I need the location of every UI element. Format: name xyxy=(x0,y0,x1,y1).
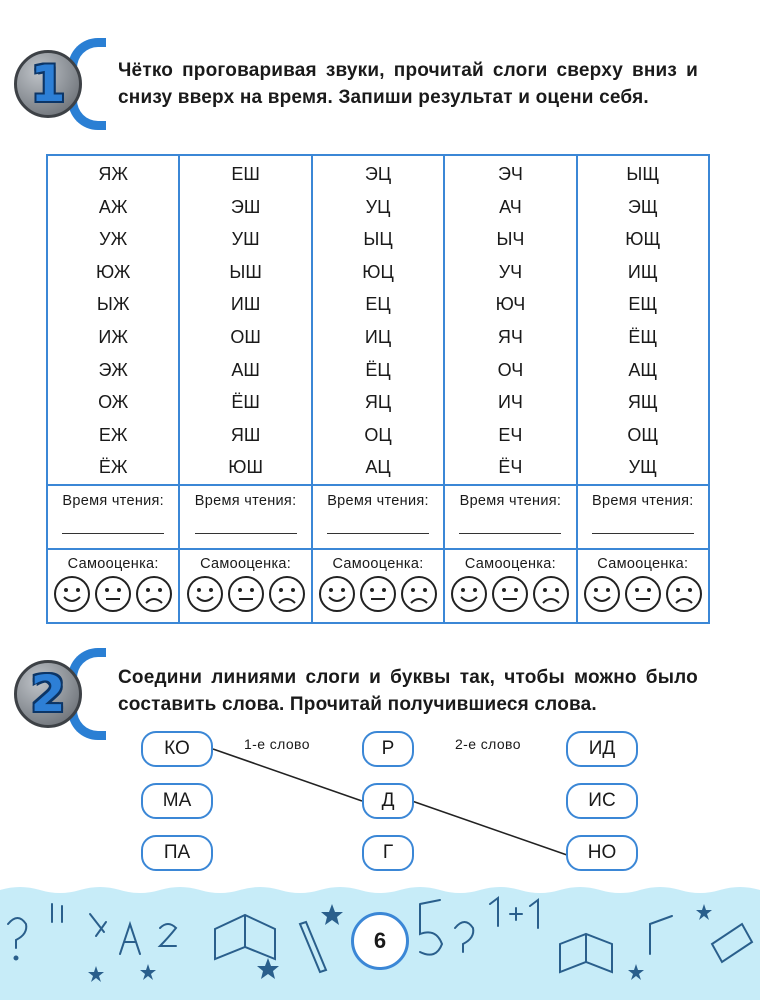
syllable: ЯЧ xyxy=(497,326,523,347)
syllable: ЭЖ xyxy=(98,359,128,380)
task-1-number: 1 xyxy=(30,55,66,113)
line-d-no xyxy=(412,801,567,855)
syllable: УЩ xyxy=(628,457,657,478)
syllable: ОЧ xyxy=(497,359,524,380)
syllable: ЮЧ xyxy=(495,294,526,315)
syllable: УЖ xyxy=(99,229,128,250)
syllable: ЕШ xyxy=(231,164,260,184)
syllable: ЁЩ xyxy=(628,326,658,347)
self-assessment-label: Самооценка: xyxy=(332,556,424,572)
syllable-card[interactable]: КО xyxy=(141,731,213,767)
syllable: ЭЦ xyxy=(364,164,392,184)
reading-time-label: Время чтения: xyxy=(327,493,429,509)
syllable: ЫЩ xyxy=(626,164,660,184)
self-assessment-label: Самооценка: xyxy=(200,556,292,572)
syllable: ЯЩ xyxy=(627,392,658,413)
letter-card[interactable]: Г xyxy=(362,835,414,871)
syllable: ЮЦ xyxy=(362,261,394,282)
syllable: ЭЧ xyxy=(497,164,523,184)
task-2-instructions: Соедини линиями слоги и буквы так, чтобы можно было составить слова. Прочитай получившиеся слова. xyxy=(118,667,698,715)
syllable: АШ xyxy=(231,359,260,380)
syllable: ИЖ xyxy=(98,326,128,347)
syllable: ИЧ xyxy=(497,392,523,413)
syllable-card[interactable]: ПА xyxy=(141,835,213,871)
syllable: ЫЦ xyxy=(363,229,393,250)
syllable: ЕЧ xyxy=(498,424,523,445)
syllable: ЫЖ xyxy=(96,294,130,315)
reading-time-label: Время чтения: xyxy=(62,493,165,509)
syllable: ИЩ xyxy=(627,261,658,282)
reading-time-label: Время чтения: xyxy=(459,493,562,509)
syllable: ЮЩ xyxy=(625,229,661,250)
syllable: ОЩ xyxy=(627,424,659,445)
letter-card[interactable]: Д xyxy=(362,783,414,819)
page-number: 6 xyxy=(351,912,409,970)
syllable: ОЖ xyxy=(98,392,129,413)
task-2-number: 2 xyxy=(30,665,66,723)
syllable: ЕЩ xyxy=(628,294,658,315)
syllable: ЭЩ xyxy=(627,196,658,217)
syllable: ЯШ xyxy=(230,424,261,445)
syllable: ЫЧ xyxy=(496,229,525,250)
task-1-instructions: Чётко проговаривая звуки, прочитай слоги сверху вниз и снизу вверх на время. Запиши результат и оцени себя. xyxy=(118,60,698,108)
syllable: ОЦ xyxy=(364,424,392,445)
syllable-card[interactable]: ИС xyxy=(566,783,638,819)
syllable: ЕЦ xyxy=(365,294,391,315)
syllable: АЧ xyxy=(499,196,522,217)
syllable: ЮЖ xyxy=(95,261,131,282)
word-1-label: 1-е слово xyxy=(244,736,310,752)
syllable: ЯЦ xyxy=(364,392,392,413)
syllable: ЯЖ xyxy=(98,164,129,184)
self-assessment-label: Самооценка: xyxy=(464,556,556,572)
self-assessment-label: Самооценка: xyxy=(67,556,159,572)
syllable: ЫШ xyxy=(229,261,262,282)
syllable: ЁЦ xyxy=(365,359,391,380)
syllable: ЮШ xyxy=(228,457,263,478)
syllable: УЦ xyxy=(365,196,391,217)
syllable: ЭШ xyxy=(230,196,261,217)
syllable-card[interactable]: МА xyxy=(141,783,213,819)
syllable: ЁЖ xyxy=(98,457,128,478)
syllable: ЁЧ xyxy=(498,457,523,478)
syllable: АЖ xyxy=(98,196,128,217)
line-ko-d xyxy=(213,749,362,801)
word-2-label: 2-е слово xyxy=(455,736,521,752)
letter-card[interactable]: Р xyxy=(362,731,414,767)
syllable: ОШ xyxy=(230,326,261,347)
syllable-card[interactable]: ИД xyxy=(566,731,638,767)
syllable: АЩ xyxy=(628,359,658,380)
syllable-card[interactable]: НО xyxy=(566,835,638,871)
syllable: УШ xyxy=(231,229,260,250)
syllable: АЦ xyxy=(365,457,391,478)
self-assessment-label: Самооценка: xyxy=(597,556,689,572)
syllable: УЧ xyxy=(498,261,523,282)
reading-time-label: Время чтения: xyxy=(194,493,297,509)
syllable: ИЦ xyxy=(364,326,392,347)
syllable: ЁШ xyxy=(231,392,260,413)
syllable: ИШ xyxy=(230,294,261,315)
syllable: ЕЖ xyxy=(98,424,128,445)
reading-time-label: Время чтения: xyxy=(592,493,694,509)
